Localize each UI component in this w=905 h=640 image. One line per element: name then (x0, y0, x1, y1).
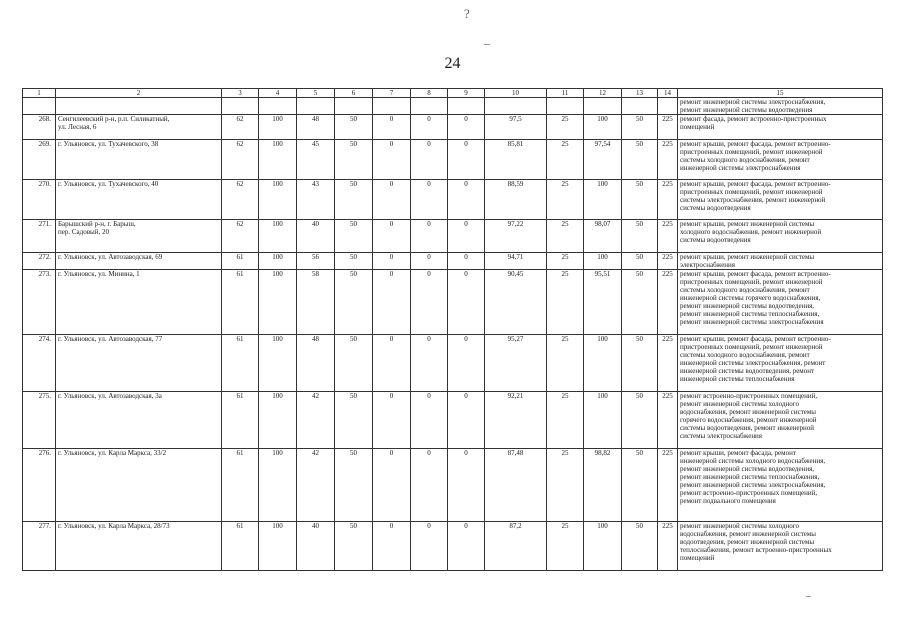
value-cell-col-5: 42 (297, 392, 335, 449)
value-cell-col-4: 100 (259, 392, 297, 449)
row-number: 274. (23, 335, 56, 392)
works-line: ремонт крыши, ремонт инженерной системы (680, 253, 815, 261)
address-line: г. Ульяновск, ул. Автозаводская, 69 (58, 253, 163, 261)
cell-empty (448, 98, 485, 115)
value-cell-col-8: 0 (411, 335, 448, 392)
value-cell-col-3: 62 (222, 140, 259, 180)
value-cell-col-13: 50 (622, 180, 658, 220)
address-line: г. Ульяновск, ул. Тухачевского, 40 (58, 180, 159, 188)
value-cell-col-3: 62 (222, 180, 259, 220)
works-cell (678, 115, 883, 140)
value-cell-col-11: 25 (547, 253, 584, 270)
value-cell-col-7: 0 (373, 522, 411, 571)
value-cell-col-13: 50 (622, 335, 658, 392)
works-cell (678, 392, 883, 449)
value-cell-col-13: 50 (622, 270, 658, 335)
value-cell-col-3: 61 (222, 522, 259, 571)
works-cell (678, 270, 883, 335)
works-line: инженерной системы теплоснабжения (680, 375, 795, 383)
works-line: системы электроснабжения (680, 432, 763, 440)
value-cell-col-5: 40 (297, 522, 335, 571)
value-cell-col-10: 87,48 (485, 449, 547, 522)
value-cell-col-10: 97,5 (485, 115, 547, 140)
value-cell-col-11: 25 (547, 449, 584, 522)
works-line: пристроенных помещений, ремонт инженерной (680, 343, 823, 351)
value-cell-col-5: 48 (297, 115, 335, 140)
table-row (23, 180, 883, 220)
works-line: ремонт инженерной системы теплоснабжения, (680, 310, 820, 318)
works-cell (678, 180, 883, 220)
continuation-row (23, 98, 883, 115)
works-cell (678, 98, 883, 115)
value-cell-col-6: 50 (335, 253, 373, 270)
value-cell-col-5: 43 (297, 180, 335, 220)
value-cell-col-7: 0 (373, 180, 411, 220)
value-cell-col-12: 100 (584, 522, 622, 571)
value-cell-col-14: 225 (658, 522, 678, 571)
works-line: ремонт инженерной системы водоотведения (680, 106, 813, 114)
value-cell-col-7: 0 (373, 220, 411, 253)
works-line: ремонт крыши, ремонт фасада, ремонт встроенно- (680, 140, 831, 148)
value-cell-col-10: 97,22 (485, 220, 547, 253)
value-cell-col-11: 25 (547, 180, 584, 220)
value-cell-col-12: 100 (584, 335, 622, 392)
works-line: системы водоотведения (680, 204, 751, 212)
column-number-4: 4 (259, 89, 297, 98)
works-line: ремонт инженерной системы электроснабжения, (680, 481, 826, 489)
value-cell-col-3: 61 (222, 449, 259, 522)
address-cell (56, 270, 222, 335)
value-cell-col-10: 95,27 (485, 335, 547, 392)
value-cell-col-8: 0 (411, 115, 448, 140)
value-cell-col-12: 100 (584, 115, 622, 140)
table-row (23, 140, 883, 180)
column-number-11: 11 (547, 89, 584, 98)
cell-empty (658, 98, 678, 115)
value-cell-col-7: 0 (373, 253, 411, 270)
value-cell-col-6: 50 (335, 392, 373, 449)
works-line: инженерной системы горячего водоснабжения, (680, 294, 821, 302)
table-row (23, 449, 883, 522)
cell-empty (547, 98, 584, 115)
cell-empty (622, 98, 658, 115)
works-line: электроснабжения (680, 261, 736, 269)
value-cell-col-14: 225 (658, 335, 678, 392)
address-cell (56, 140, 222, 180)
value-cell-col-4: 100 (259, 220, 297, 253)
value-cell-col-6: 50 (335, 270, 373, 335)
works-cell (678, 335, 883, 392)
value-cell-col-9: 0 (448, 270, 485, 335)
row-number: 275. (23, 392, 56, 449)
value-cell-col-12: 100 (584, 180, 622, 220)
works-line: ремонт подвального помещения (680, 497, 776, 505)
works-line: ремонт крыши, ремонт фасада, ремонт (680, 449, 796, 457)
value-cell-col-7: 0 (373, 392, 411, 449)
value-cell-col-4: 100 (259, 522, 297, 571)
page-number: 24 (444, 55, 461, 72)
value-cell-col-13: 50 (622, 522, 658, 571)
cell-empty (259, 98, 297, 115)
works-line: теплоснабжения, ремонт встроенно-пристроенных (680, 546, 832, 554)
value-cell-col-5: 40 (297, 220, 335, 253)
value-cell-col-14: 225 (658, 220, 678, 253)
cell-empty (335, 98, 373, 115)
works-line: инженерной системы водоотведения, ремонт (680, 367, 815, 375)
works-line: системы холодного водоснабжения, ремонт (680, 286, 810, 294)
value-cell-col-14: 225 (658, 392, 678, 449)
address-line: г. Ульяновск, ул. Автозаводская, 3а (58, 392, 162, 400)
value-cell-col-7: 0 (373, 115, 411, 140)
address-cell (56, 335, 222, 392)
value-cell-col-11: 25 (547, 140, 584, 180)
value-cell-col-12: 97,54 (584, 140, 622, 180)
scan-mark (806, 596, 811, 597)
address-line: Барышский р-н, г. Барыш, (58, 220, 136, 228)
value-cell-col-14: 225 (658, 270, 678, 335)
works-line: пристроенных помещений, ремонт инженерной (680, 148, 823, 156)
value-cell-col-4: 100 (259, 449, 297, 522)
value-cell-col-3: 61 (222, 253, 259, 270)
works-cell (678, 449, 883, 522)
scan-mark (484, 44, 490, 45)
value-cell-col-9: 0 (448, 335, 485, 392)
column-number-12: 12 (584, 89, 622, 98)
value-cell-col-3: 62 (222, 220, 259, 253)
value-cell-col-7: 0 (373, 140, 411, 180)
cell-empty (23, 98, 56, 115)
value-cell-col-5: 45 (297, 140, 335, 180)
value-cell-col-9: 0 (448, 253, 485, 270)
column-number-1: 1 (23, 89, 56, 98)
cell-empty (373, 98, 411, 115)
value-cell-col-11: 25 (547, 522, 584, 571)
works-line: системы холодного водоснабжения, ремонт (680, 156, 810, 164)
table-row (23, 253, 883, 270)
value-cell-col-8: 0 (411, 253, 448, 270)
value-cell-col-7: 0 (373, 270, 411, 335)
value-cell-col-6: 50 (335, 140, 373, 180)
address-cell (56, 449, 222, 522)
column-number-9: 9 (448, 89, 485, 98)
value-cell-col-14: 225 (658, 449, 678, 522)
works-cell (678, 140, 883, 180)
value-cell-col-11: 25 (547, 220, 584, 253)
works-cell (678, 522, 883, 571)
row-number: 271. (23, 220, 56, 253)
cell-empty (584, 98, 622, 115)
value-cell-col-8: 0 (411, 180, 448, 220)
column-number-2: 2 (56, 89, 222, 98)
value-cell-col-14: 225 (658, 180, 678, 220)
top-mark: ? (464, 6, 470, 21)
row-number: 269. (23, 140, 56, 180)
value-cell-col-6: 50 (335, 335, 373, 392)
address-cell (56, 115, 222, 140)
value-cell-col-12: 100 (584, 253, 622, 270)
works-line: холодного водоснабжения, ремонт инженерной (680, 228, 822, 236)
value-cell-col-7: 0 (373, 449, 411, 522)
value-cell-col-3: 61 (222, 392, 259, 449)
cell-empty (56, 98, 222, 115)
value-cell-col-14: 225 (658, 115, 678, 140)
repair-program-table (22, 88, 883, 571)
works-line: ремонт встроенно-пристроенных помещений, (680, 392, 818, 400)
value-cell-col-4: 100 (259, 140, 297, 180)
value-cell-col-13: 50 (622, 253, 658, 270)
address-cell (56, 253, 222, 270)
table-row (23, 522, 883, 571)
address-line: пер. Садовый, 20 (58, 228, 109, 236)
table-row (23, 335, 883, 392)
works-line: водоснабжения, ремонт инженерной системы (680, 530, 816, 538)
column-number-14: 14 (658, 89, 678, 98)
value-cell-col-8: 0 (411, 392, 448, 449)
address-cell (56, 522, 222, 571)
value-cell-col-11: 25 (547, 335, 584, 392)
works-line: инженерной системы электроснабжения (680, 164, 801, 172)
column-number-7: 7 (373, 89, 411, 98)
works-line: водоотведения, ремонт инженерной системы (680, 538, 815, 546)
works-line: помещений (680, 554, 715, 562)
cell-empty (222, 98, 259, 115)
row-number: 268. (23, 115, 56, 140)
value-cell-col-9: 0 (448, 449, 485, 522)
value-cell-col-12: 98,07 (584, 220, 622, 253)
address-line: г. Ульяновск, ул. Автозаводская, 77 (58, 335, 163, 343)
works-line: системы водоотведения (680, 236, 751, 244)
value-cell-col-4: 100 (259, 335, 297, 392)
column-number-row (23, 89, 883, 98)
value-cell-col-5: 58 (297, 270, 335, 335)
value-cell-col-5: 42 (297, 449, 335, 522)
row-number: 276. (23, 449, 56, 522)
value-cell-col-13: 50 (622, 449, 658, 522)
works-line: ремонт инженерной системы электроснабжения (680, 318, 824, 326)
column-number-3: 3 (222, 89, 259, 98)
cell-empty (411, 98, 448, 115)
address-line: ул. Лесная, 6 (58, 123, 97, 131)
works-line: пристроенных помещений, ремонт инженерной (680, 188, 823, 196)
value-cell-col-6: 50 (335, 115, 373, 140)
value-cell-col-4: 100 (259, 180, 297, 220)
value-cell-col-3: 61 (222, 270, 259, 335)
value-cell-col-10: 94,71 (485, 253, 547, 270)
table-row (23, 220, 883, 253)
works-line: пристроенных помещений, ремонт инженерной (680, 278, 823, 286)
value-cell-col-9: 0 (448, 220, 485, 253)
works-line: горячего водоснабжения, ремонт инженерной (680, 416, 817, 424)
works-cell (678, 253, 883, 270)
value-cell-col-12: 98,82 (584, 449, 622, 522)
works-line: ремонт инженерной системы водоотведения, (680, 302, 815, 310)
value-cell-col-13: 50 (622, 220, 658, 253)
value-cell-col-9: 0 (448, 522, 485, 571)
works-line: ремонт встроенно-пристроенных помещений, (680, 489, 818, 497)
works-line: системы водоотведения, ремонт инженерной (680, 424, 815, 432)
value-cell-col-8: 0 (411, 140, 448, 180)
row-number: 277. (23, 522, 56, 571)
value-cell-col-11: 25 (547, 115, 584, 140)
column-number-15: 15 (678, 89, 883, 98)
value-cell-col-13: 50 (622, 115, 658, 140)
works-line: ремонт инженерной системы холодного (680, 522, 799, 530)
address-line: г. Ульяновск, ул. Тухачевского, 38 (58, 140, 159, 148)
row-number: 273. (23, 270, 56, 335)
column-number-6: 6 (335, 89, 373, 98)
value-cell-col-12: 100 (584, 392, 622, 449)
cell-empty (485, 98, 547, 115)
value-cell-col-3: 61 (222, 335, 259, 392)
value-cell-col-4: 100 (259, 253, 297, 270)
value-cell-col-5: 48 (297, 335, 335, 392)
value-cell-col-8: 0 (411, 270, 448, 335)
works-line: ремонт крыши, ремонт фасада, ремонт встроенно- (680, 180, 831, 188)
value-cell-col-8: 0 (411, 449, 448, 522)
works-line: ремонт фасада, ремонт встроенно-пристроенных (680, 115, 827, 123)
works-line: помещений (680, 123, 715, 131)
works-line: системы электроснабжения, ремонт инженерной (680, 196, 826, 204)
works-line: водоснабжения, ремонт инженерной системы (680, 408, 816, 416)
table-row (23, 115, 883, 140)
value-cell-col-6: 50 (335, 449, 373, 522)
address-line: г. Ульяновск, ул. Минина, 1 (58, 270, 140, 278)
row-number: 270. (23, 180, 56, 220)
address-cell (56, 392, 222, 449)
value-cell-col-13: 50 (622, 140, 658, 180)
value-cell-col-6: 50 (335, 180, 373, 220)
value-cell-col-10: 87,2 (485, 522, 547, 571)
value-cell-col-8: 0 (411, 220, 448, 253)
value-cell-col-3: 62 (222, 115, 259, 140)
value-cell-col-9: 0 (448, 392, 485, 449)
value-cell-col-5: 56 (297, 253, 335, 270)
works-line: ремонт инженерной системы теплоснабжения, (680, 473, 820, 481)
value-cell-col-9: 0 (448, 115, 485, 140)
works-line: системы холодного водоснабжения, ремонт (680, 351, 810, 359)
value-cell-col-8: 0 (411, 522, 448, 571)
value-cell-col-10: 85,81 (485, 140, 547, 180)
value-cell-col-10: 88,59 (485, 180, 547, 220)
value-cell-col-9: 0 (448, 180, 485, 220)
address-line: г. Ульяновск, ул. Карла Маркса, 33/2 (58, 449, 167, 457)
address-cell (56, 220, 222, 253)
cell-empty (297, 98, 335, 115)
value-cell-col-10: 90,45 (485, 270, 547, 335)
works-line: инженерной системы холодного водоснабжения, (680, 457, 826, 465)
works-line: инженерной системы электроснабжения, ремонт (680, 359, 826, 367)
address-line: Сенгилеевский р-н, р.п. Силикатный, (58, 115, 170, 123)
value-cell-col-12: 95,51 (584, 270, 622, 335)
value-cell-col-4: 100 (259, 115, 297, 140)
works-cell (678, 220, 883, 253)
row-number: 272. (23, 253, 56, 270)
address-cell (56, 180, 222, 220)
column-number-5: 5 (297, 89, 335, 98)
works-line: ремонт инженерной системы электроснабжения, (680, 98, 826, 106)
works-line: ремонт крыши, ремонт инженерной системы (680, 220, 815, 228)
value-cell-col-14: 225 (658, 253, 678, 270)
value-cell-col-4: 100 (259, 270, 297, 335)
works-line: ремонт инженерной системы водоотведения, (680, 465, 815, 473)
value-cell-col-10: 92,21 (485, 392, 547, 449)
value-cell-col-11: 25 (547, 270, 584, 335)
value-cell-col-11: 25 (547, 392, 584, 449)
works-line: ремонт крыши, ремонт фасада, ремонт встроенно- (680, 335, 831, 343)
value-cell-col-7: 0 (373, 335, 411, 392)
value-cell-col-13: 50 (622, 392, 658, 449)
value-cell-col-14: 225 (658, 140, 678, 180)
value-cell-col-6: 50 (335, 220, 373, 253)
works-line: ремонт инженерной системы холодного (680, 400, 799, 408)
table-row (23, 270, 883, 335)
works-line: ремонт крыши, ремонт фасада, ремонт встроенно- (680, 270, 831, 278)
column-number-8: 8 (411, 89, 448, 98)
address-line: г. Ульяновск, ул. Карла Маркса, 28/73 (58, 522, 170, 530)
column-number-10: 10 (485, 89, 547, 98)
column-number-13: 13 (622, 89, 658, 98)
value-cell-col-9: 0 (448, 140, 485, 180)
value-cell-col-6: 50 (335, 522, 373, 571)
table-row (23, 392, 883, 449)
